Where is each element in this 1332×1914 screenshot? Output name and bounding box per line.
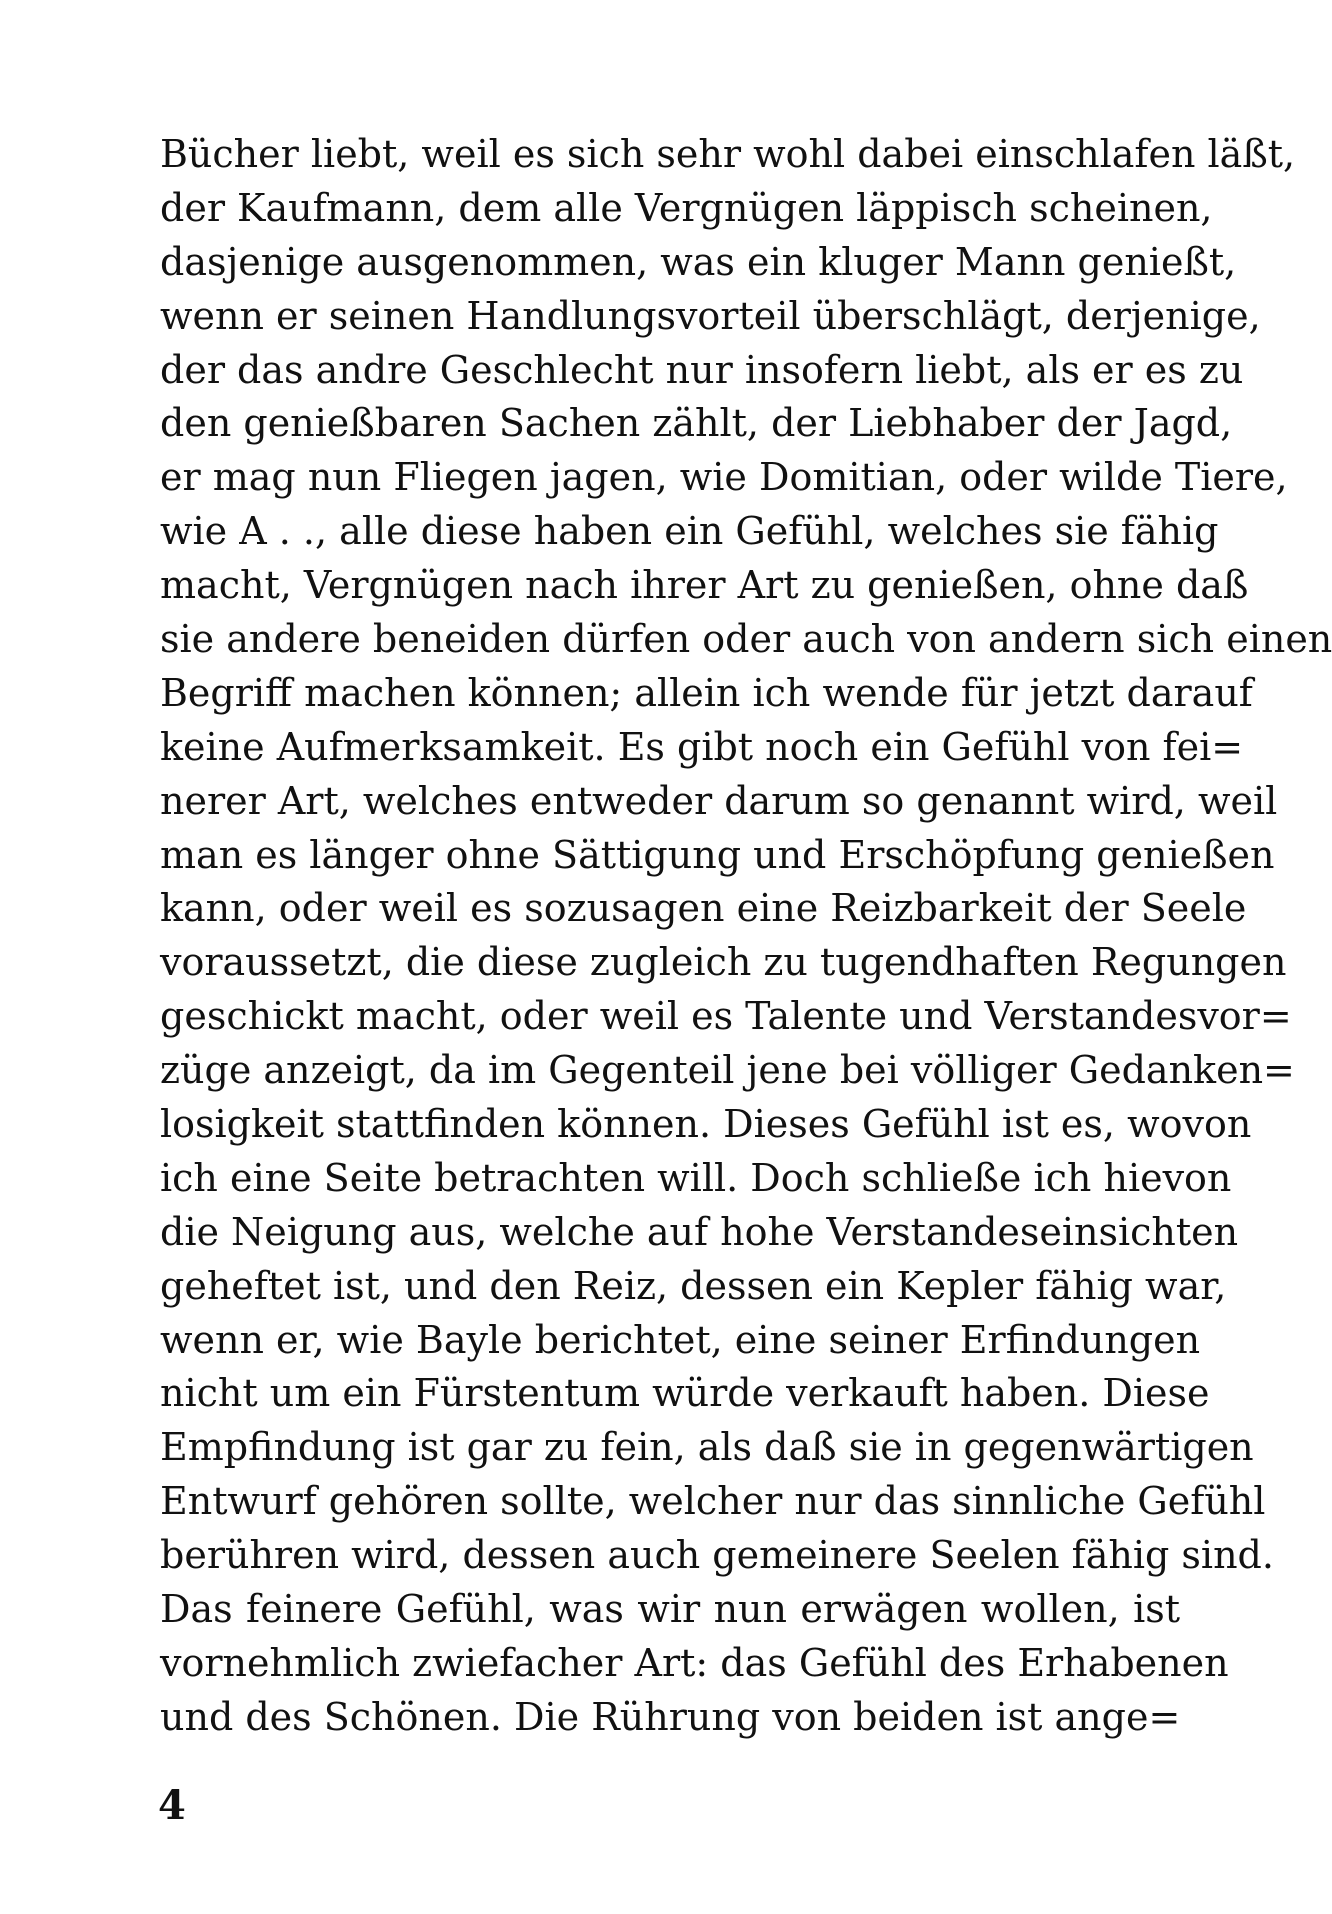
text-line: der das andre Geschlecht nur insofern liebt, als er es zu [160,347,1244,392]
text-line: der Kaufmann, dem alle Vergnügen läppisch scheinen, [160,185,1213,230]
text-line: Entwurf gehören sollte, welcher nur das sinnliche Gefühl [160,1479,1266,1524]
text-line: ich eine Seite betrachten will. Doch schließe ich hievon [160,1155,1232,1200]
text-line: wenn er, wie Bayle berichtet, eine seiner Erfindungen [160,1317,1201,1362]
text-line: den genießbaren Sachen zählt, der Liebhaber der Jagd, [160,401,1233,446]
text-line: berühren wird, dessen auch gemeinere Seelen fähig sind. [160,1533,1274,1578]
text-line: dasjenige ausgenommen, was ein kluger Mann genießt, [160,239,1237,284]
text-line: nerer Art, welches entweder darum so genannt wird, weil [160,778,1278,823]
text-line: Das feinere Gefühl, was wir nun erwägen wollen, ist [160,1587,1180,1632]
text-line: Empfindung ist gar zu fein, als daß sie in gegenwärtigen [160,1425,1254,1470]
body-text [160,128,1332,1745]
text-line: geschickt macht, oder weil es Talente und Verstandesvor= [160,994,1292,1039]
text-line: wenn er seinen Handlungsvorteil überschlägt, derjenige, [160,293,1261,338]
text-line: macht, Vergnügen nach ihrer Art zu genießen, ohne daß [160,563,1249,608]
text-line: nicht um ein Fürstentum würde verkauft haben. Diese [160,1371,1210,1416]
text-line: züge anzeigt, da im Gegenteil jene bei völliger Gedanken= [160,1048,1295,1093]
text-line: kann, oder weil es sozusagen eine Reizbarkeit der Seele [160,886,1247,931]
text-line: Bücher liebt, weil es sich sehr wohl dabei einschlafen läßt, [160,132,1296,176]
text-line: wie A . ., alle diese haben ein Gefühl, welches sie fähig [160,509,1219,554]
text-line: vornehmlich zwiefacher Art: das Gefühl des Erhabenen [160,1640,1229,1685]
text-line: geheftet ist, und den Reiz, dessen ein Kepler fähig war, [160,1263,1227,1308]
text-line: die Neigung aus, welche auf hohe Verstandeseinsichten [160,1209,1239,1254]
text-line: sie andere beneiden dürfen oder auch von andern sich einen [160,617,1332,662]
text-line: man es länger ohne Sättigung und Erschöpfung genießen [160,832,1275,877]
page-number: 4 [158,1782,186,1829]
text-line: losigkeit stattfinden können. Dieses Gefühl ist es, wovon [160,1102,1252,1147]
text-line: und des Schönen. Die Rührung von beiden ist ange= [160,1694,1181,1739]
text-line: voraussetzt, die diese zugleich zu tugendhaften Regungen [160,940,1287,985]
text-line: keine Aufmerksamkeit. Es gibt noch ein Gefühl von fei= [160,724,1244,769]
text-line: er mag nun Fliegen jagen, wie Domitian, oder wilde Tiere, [160,455,1288,500]
text-line: Begriff machen können; allein ich wende für jetzt darauf [160,670,1253,715]
